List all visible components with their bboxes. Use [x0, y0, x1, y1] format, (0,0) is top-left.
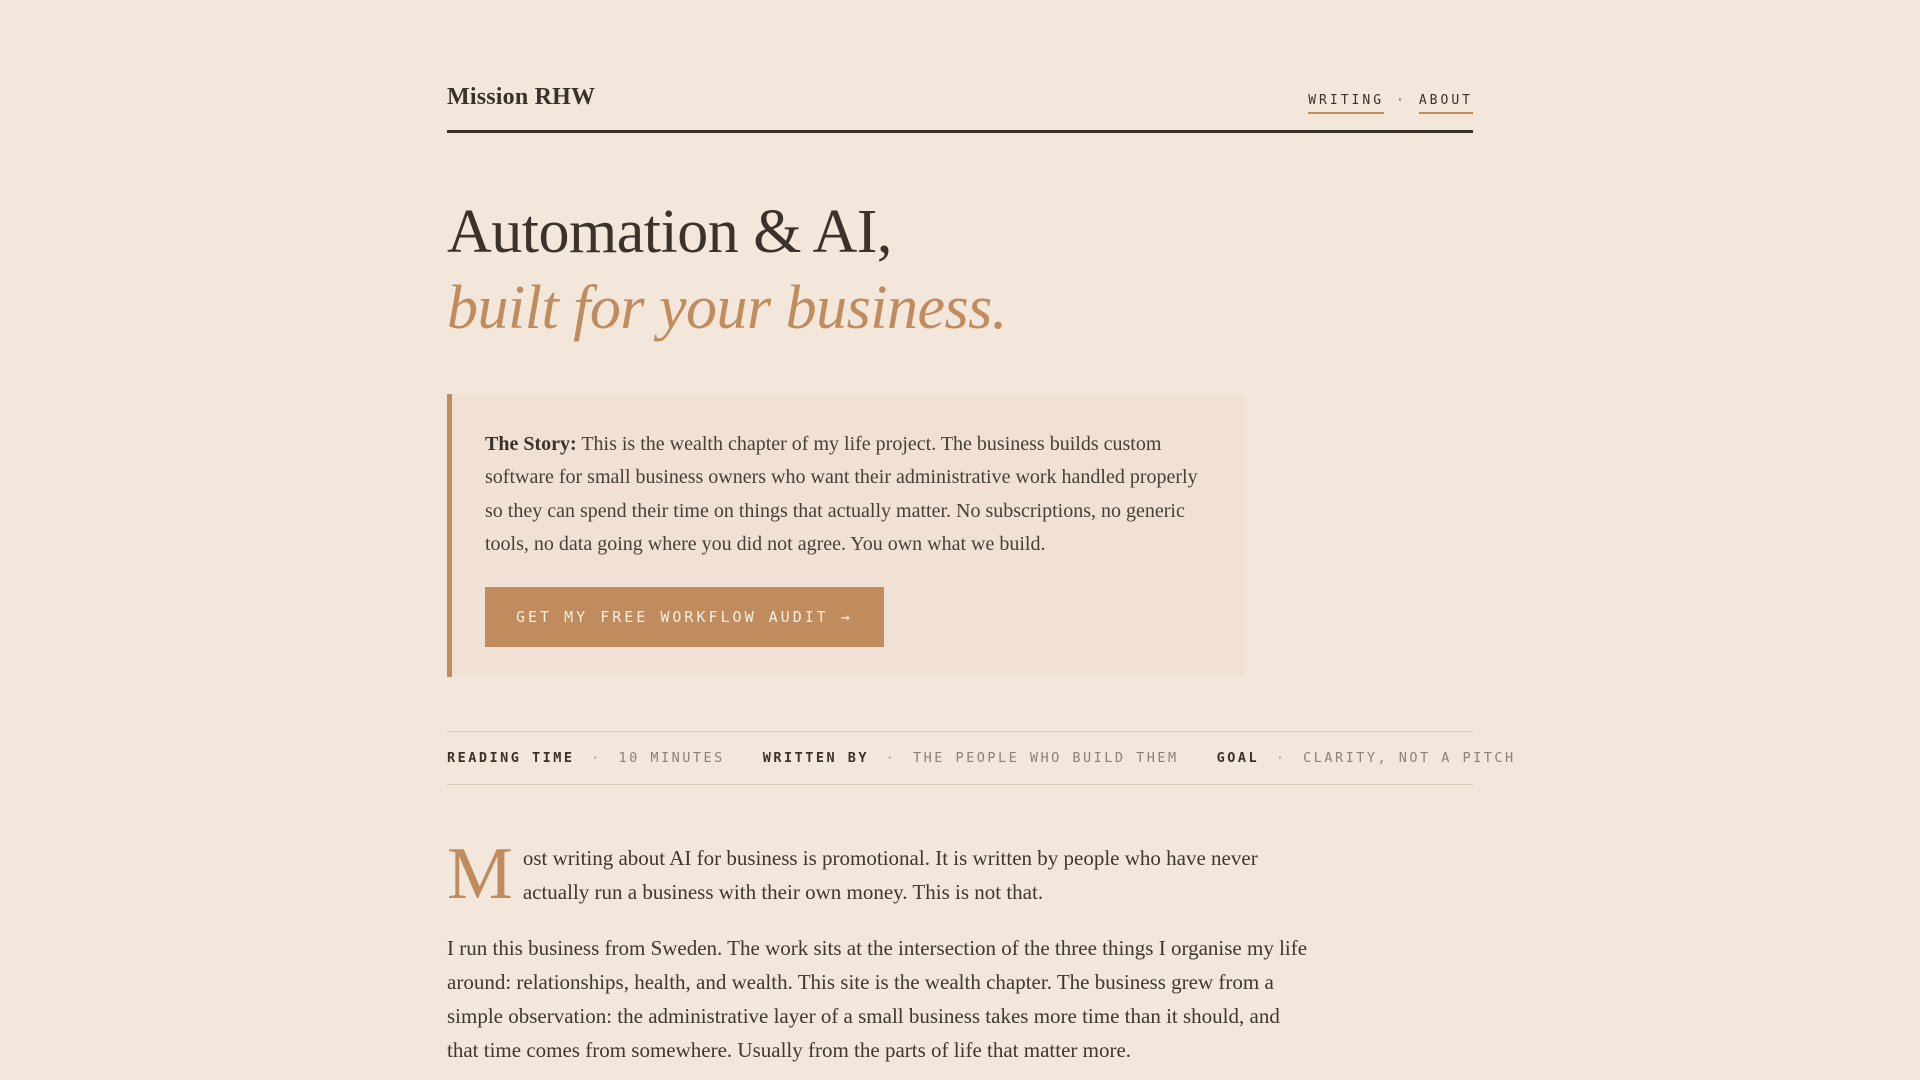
nav-link-writing[interactable]: WRITING — [1308, 93, 1384, 114]
meta-separator: · — [591, 750, 602, 766]
paragraph-1-text: ost writing about AI for business is promotional. It is written by people who have never actually run a business with their own money. This is not that. — [522, 846, 1258, 905]
workflow-audit-button[interactable]: GET MY FREE WORKFLOW AUDIT → — [485, 587, 884, 647]
story-callout — [447, 394, 1245, 677]
article-body — [447, 833, 1309, 1067]
meta-separator: · — [885, 750, 897, 766]
story-text — [485, 428, 1205, 561]
main-nav — [1308, 93, 1473, 114]
meta-reading-time: READING TIME · 10 MINUTES — [447, 750, 725, 766]
article-paragraph-2: I run this business from Sweden. The work sits at the intersection of the three things I organise my life around: relationships, health, and wealth. This site is the wealth chapter. The business grew from a simple observation: the administrative layer of a small business takes more time than it should, and that time comes from somewhere. Usually from the parts of life that matter more. — [447, 936, 1308, 1063]
article-paragraph-1 — [447, 833, 1309, 915]
story-label: The Story: — [485, 433, 577, 456]
brand-link[interactable]: Mission RHW — [447, 84, 596, 110]
page-title-line1: Automation & AI, — [447, 198, 892, 266]
content-container — [447, 0, 1516, 1067]
page-title-line2: built for your business. — [447, 273, 1007, 342]
article-meta-row — [447, 731, 1516, 785]
nav-separator: · — [1396, 93, 1407, 108]
meta-separator: · — [1275, 750, 1287, 766]
hero-section — [447, 195, 1473, 346]
nav-link-about[interactable]: ABOUT — [1419, 93, 1473, 114]
meta-written-by: WRITTEN BY · THE PEOPLE WHO BUILD THEM — [762, 750, 1179, 766]
story-body: This is the wealth chapter of my life project. The business builds custom software for small business owners who want their administrative work handled properly so they can spend their time on things that actually matter. No subscriptions, no generic tools, no data going where you did not agree. You own what we build. — [485, 433, 1198, 555]
page-title — [447, 195, 1473, 346]
site-header — [447, 0, 1473, 133]
dropcap: M — [447, 833, 513, 915]
meta-goal: GOAL · CLARITY, NOT A PITCH — [1216, 750, 1516, 766]
